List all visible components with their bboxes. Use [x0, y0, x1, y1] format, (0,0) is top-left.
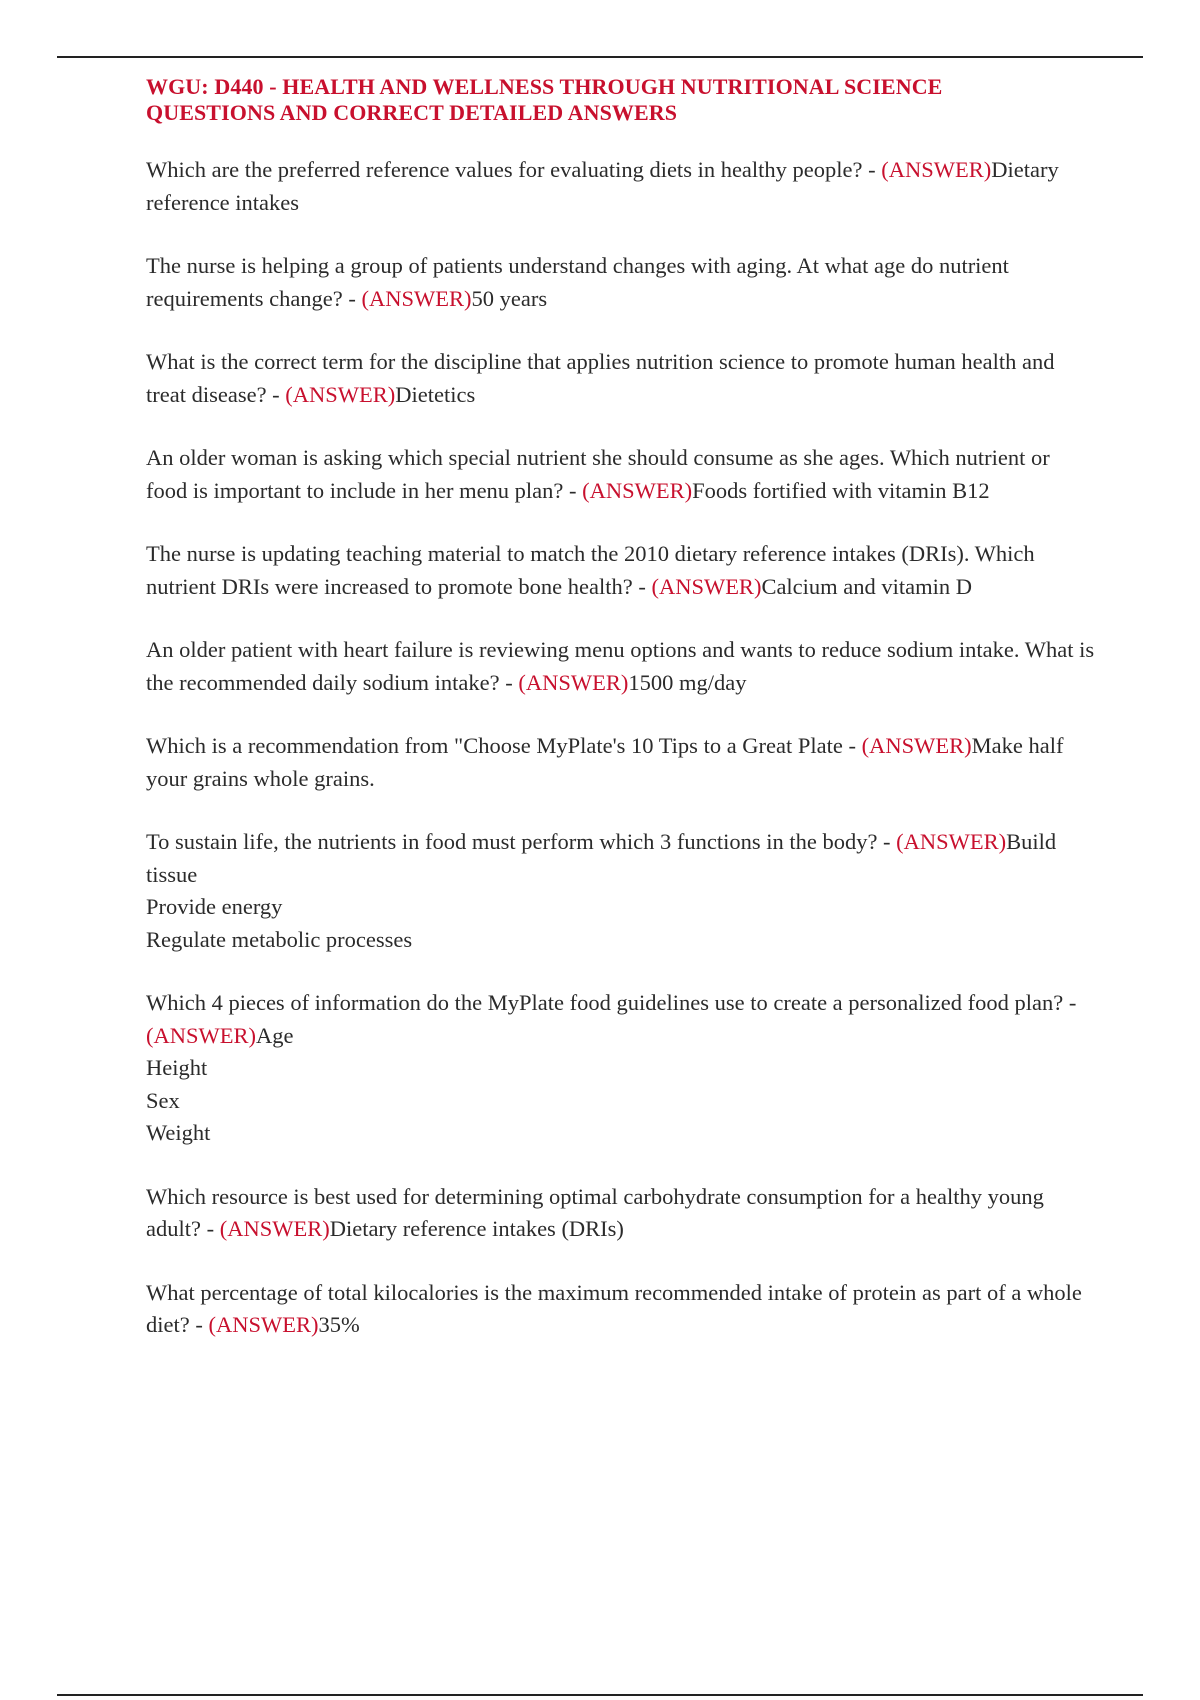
- question-text: To sustain life, the nutrients in food must perform which 3 functions in the body? -: [146, 829, 897, 854]
- answer-text: Provide energy: [146, 894, 283, 919]
- answer-text: Calcium and vitamin D: [761, 573, 973, 599]
- question-text: An older woman is asking which special nutrient she should consume as she ages. Which nutrient or food is important to include in her menu plan? -: [146, 445, 1050, 503]
- qa-item: [146, 154, 1096, 219]
- answer-text: Dietary reference intakes: [146, 157, 1059, 215]
- answer-text: Dietetics: [395, 381, 476, 407]
- qa-list: [146, 154, 1096, 1342]
- qa-item: [146, 987, 1096, 1150]
- answer-tag: (ANSWER): [518, 669, 629, 695]
- qa-item: [146, 442, 1096, 507]
- qa-item: [146, 826, 1096, 956]
- answer-text: Foods fortified with vitamin B12: [692, 477, 990, 503]
- answer-text: Age: [255, 1022, 294, 1048]
- answer-tag: (ANSWER): [861, 733, 972, 758]
- qa-item: [146, 634, 1096, 699]
- question-text: Which is a recommendation from "Choose MyPlate's 10 Tips to a Great Plate -: [146, 733, 862, 758]
- qa-item: [146, 1277, 1096, 1342]
- answer-text: Regulate metabolic processes: [146, 926, 413, 952]
- answer-tag: (ANSWER): [361, 285, 472, 311]
- question-text: Which resource is best used for determining optimal carbohydrate consumption for a healthy young adult? -: [146, 1183, 1044, 1241]
- answer-tag: (ANSWER): [651, 573, 762, 599]
- answer-tag: (ANSWER): [219, 1216, 330, 1241]
- question-text: What percentage of total kilocalories is the maximum recommended intake of protein as part of a whole diet? -: [146, 1279, 1082, 1337]
- document-title: [146, 74, 1096, 126]
- qa-item: [146, 1181, 1096, 1246]
- answer-tag: (ANSWER): [146, 1022, 256, 1048]
- answer-text: Height: [146, 1055, 208, 1080]
- answer-text: Build tissue: [146, 829, 1057, 887]
- document-body: [146, 74, 1096, 1373]
- answer-tag: (ANSWER): [881, 157, 992, 182]
- answer-tag: (ANSWER): [582, 477, 693, 503]
- question-text: The nurse is helping a group of patients understand changes with aging. At what age do nutrient requirements change? -: [146, 253, 1009, 311]
- bottom-divider: [57, 1694, 1143, 1696]
- answer-text: Dietary reference intakes (DRIs): [329, 1216, 624, 1241]
- qa-item: [146, 730, 1096, 795]
- answer-text: 1500 mg/day: [628, 669, 747, 695]
- qa-item: [146, 538, 1096, 603]
- answer-text: Make half your grains whole grains.: [146, 733, 1064, 791]
- answer-text: 50 years: [471, 285, 548, 311]
- answer-text: Weight: [146, 1120, 211, 1145]
- title-line-2: QUESTIONS AND CORRECT DETAILED ANSWERS: [146, 100, 678, 125]
- answer-text: Sex: [146, 1087, 180, 1113]
- question-text: Which 4 pieces of information do the MyPlate food guidelines use to create a personalized food plan? -: [146, 990, 1077, 1015]
- question-text: The nurse is updating teaching material to match the 2010 dietary reference intakes (DRIs). Which nutrient DRIs were increased to promote bone health? -: [146, 541, 1035, 599]
- answer-tag: (ANSWER): [896, 829, 1007, 854]
- answer-tag: (ANSWER): [285, 381, 396, 407]
- answer-text: 35%: [318, 1312, 360, 1337]
- qa-item: [146, 250, 1096, 315]
- question-text: Which are the preferred reference values for evaluating diets in healthy people? -: [146, 157, 882, 182]
- question-text: What is the correct term for the discipline that applies nutrition science to promote human health and treat disease? -: [146, 349, 1055, 407]
- answer-tag: (ANSWER): [208, 1312, 319, 1337]
- question-text: An older patient with heart failure is reviewing menu options and wants to reduce sodium intake. What is the recommended daily sodium intake? -: [146, 637, 1095, 695]
- title-line-1: WGU: D440 - HEALTH AND WELLNESS THROUGH NUTRITIONAL SCIENCE: [146, 74, 943, 99]
- top-divider: [57, 56, 1143, 58]
- qa-item: [146, 346, 1096, 411]
